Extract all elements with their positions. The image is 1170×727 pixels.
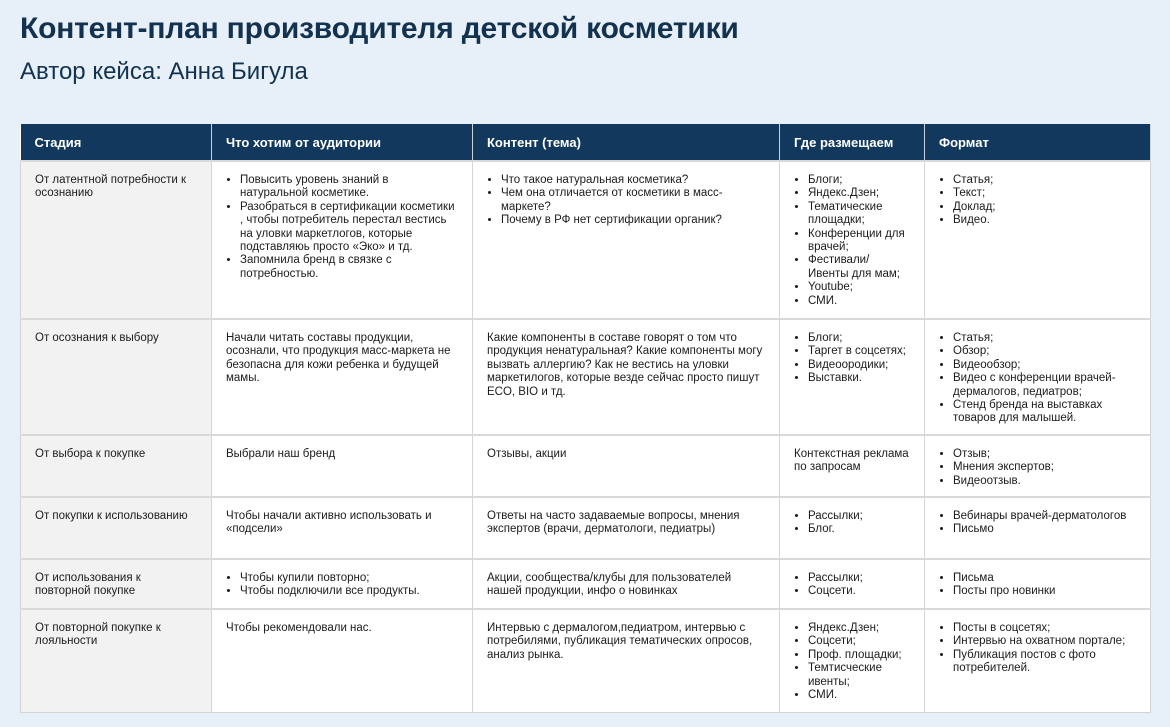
cell-format <box>925 497 1151 559</box>
bullet-list <box>939 332 1136 426</box>
list-item: • Стенд бренда на выставках товаров для малышей. <box>953 399 1136 426</box>
list-item: • Таргет в соцсетях; <box>808 345 910 358</box>
cell-placement <box>780 559 925 609</box>
cell-format <box>925 161 1151 319</box>
list-item: • Видеоородики; <box>808 359 910 372</box>
column-header-format: Формат <box>925 124 1151 161</box>
cell-placement <box>780 161 925 319</box>
cell-stage <box>21 161 212 319</box>
cell-text: От использования к повторной покупке <box>35 572 141 598</box>
cell-placement <box>780 435 925 497</box>
list-item: • Блог. <box>808 523 910 536</box>
list-item: • Обзор; <box>953 345 1136 358</box>
table-row <box>21 435 1151 497</box>
list-item: • Что такое натуральная косметика? <box>501 174 765 187</box>
page-subtitle: Автор кейса: Анна Бигула <box>20 58 308 85</box>
cell-goal <box>212 435 473 497</box>
cell-text: От осознания к выбору <box>35 332 159 344</box>
list-item: • Запомнила бренд в связке с потребностью. <box>240 254 458 281</box>
bullet-list <box>939 174 1136 228</box>
list-item: • Текст; <box>953 187 1136 200</box>
bullet-list <box>939 510 1136 537</box>
cell-goal <box>212 497 473 559</box>
cell-text: Выбрали наш бренд <box>226 447 336 460</box>
cell-content <box>473 497 780 559</box>
list-item: • Публикация постов с фото потребителей. <box>953 649 1136 676</box>
cell-text: Отзывы, акции <box>487 447 567 460</box>
list-item: • Youtube; <box>808 281 910 294</box>
cell-format <box>925 435 1151 497</box>
list-item: • Видео с конференции врачей-дермалогов, педиатров; <box>953 372 1136 399</box>
cell-content <box>473 435 780 497</box>
list-item: • Фестивали/ Ивенты для мам; <box>808 254 910 281</box>
column-header-content: Контент (тема) <box>473 124 780 161</box>
list-item: • Разобраться в сертификации косметики , чтобы потребитель перестал вестись на уловки маркетлогов, которые подставляюь просто «Эко» и тд. <box>240 201 458 255</box>
cell-goal <box>212 609 473 712</box>
list-item: • Чтобы подключили все продукты. <box>240 585 458 598</box>
cell-stage <box>21 559 212 609</box>
list-item: • Видео. <box>953 214 1136 227</box>
list-item: • Письма <box>953 572 1136 585</box>
cell-placement <box>780 609 925 712</box>
cell-format <box>925 559 1151 609</box>
list-item: • Видеообзор; <box>953 359 1136 372</box>
table-row <box>21 559 1151 609</box>
bullet-list <box>226 572 458 599</box>
list-item: • Статья; <box>953 174 1136 187</box>
cell-text: От выбора к покупке <box>35 447 146 460</box>
cell-stage <box>21 609 212 712</box>
list-item: • Интервью на охватном портале; <box>953 635 1136 648</box>
bullet-list <box>794 572 910 599</box>
list-item: • Яндекс.Дзен; <box>808 622 910 635</box>
bullet-list <box>226 174 458 281</box>
cell-content <box>473 161 780 319</box>
list-item: • Статья; <box>953 332 1136 345</box>
table-row <box>21 161 1151 319</box>
bullet-list <box>794 332 910 386</box>
list-item: • Письмо <box>953 523 1136 536</box>
list-item: • Повысить уровень знаний в натуральной косметике. <box>240 174 458 201</box>
table-body <box>21 161 1151 712</box>
cell-stage <box>21 319 212 435</box>
cell-text: Начали читать составы продукции, осознали, что продукция масс-маркета не безопасна для кожи ребенка и будущей мамы. <box>226 332 451 385</box>
list-item: • Тематические площадки; <box>808 201 910 228</box>
cell-goal <box>212 559 473 609</box>
list-item: • Чем она отличается от косметики в масс-маркете? <box>501 187 765 214</box>
list-item: • Рассылки; <box>808 510 910 523</box>
cell-content <box>473 609 780 712</box>
list-item: • Чтобы купили повторно; <box>240 572 458 585</box>
list-item: • Видеоотзыв. <box>953 475 1136 488</box>
cell-text: От покупки к использованию <box>35 510 188 523</box>
table-row <box>21 497 1151 559</box>
cell-text: Какие компоненты в составе говорят о том что продукция ненатуральная? Какие компоненты могу вызвать аллергию? Как не вестись на уловки маркетилогов, которые везде сейчас просто пишут ECO, BIO и тд. <box>487 332 763 398</box>
cell-stage <box>21 497 212 559</box>
list-item: • Доклад; <box>953 201 1136 214</box>
column-header-stage: Стадия <box>21 124 212 161</box>
column-header-goal: Что хотим от аудитории <box>212 124 473 161</box>
cell-content <box>473 319 780 435</box>
cell-text: Контекстная реклама по запросам <box>794 447 909 474</box>
list-item: • Посты про новинки <box>953 585 1136 598</box>
list-item: • Проф. площадки; <box>808 649 910 662</box>
bullet-list <box>487 174 765 228</box>
cell-content <box>473 559 780 609</box>
column-header-placement: Где размещаем <box>780 124 925 161</box>
table-row <box>21 319 1151 435</box>
page-title: Контент-план производителя детской косметики <box>20 12 739 45</box>
bullet-list <box>794 174 910 308</box>
cell-text: Чтобы начали активно использовать и «подсели» <box>226 510 432 536</box>
list-item: • Конференции для врачей; <box>808 228 910 255</box>
bullet-list <box>939 448 1136 488</box>
list-item: • Отзыв; <box>953 448 1136 461</box>
cell-text: Интервью с дермалогом,педиатром, интервью с потребилями, публикация тематических опросов, анализ рынка. <box>487 622 753 661</box>
cell-placement <box>780 497 925 559</box>
cell-text: От латентной потребности к осознанию <box>35 174 187 200</box>
cell-text: Чтобы рекомендовали нас. <box>226 622 372 635</box>
list-item: • СМИ. <box>808 689 910 702</box>
list-item: • Блоги; <box>808 174 910 187</box>
list-item: • СМИ. <box>808 295 910 308</box>
cell-text: Акции, сообщества/клубы для пользователей нашей продукции, инфо о новинках <box>487 572 732 598</box>
cell-goal <box>212 319 473 435</box>
list-item: • Темтисческие ивенты; <box>808 662 910 689</box>
bullet-list <box>939 622 1136 676</box>
cell-format <box>925 609 1151 712</box>
cell-stage <box>21 435 212 497</box>
bullet-list <box>794 510 910 537</box>
bullet-list <box>939 572 1136 599</box>
list-item: • Рассылки; <box>808 572 910 585</box>
cell-goal <box>212 161 473 319</box>
table-row <box>21 609 1151 712</box>
bullet-list <box>794 622 910 702</box>
table-header-row <box>21 124 1151 161</box>
list-item: • Соцсети; <box>808 635 910 648</box>
list-item: • Вебинары врачей-дерматологов <box>953 510 1136 523</box>
cell-text: От повторной покупке к лояльности <box>35 622 161 648</box>
list-item: • Блоги; <box>808 332 910 345</box>
list-item: • Мнения экспертов; <box>953 461 1136 474</box>
content-plan-table <box>20 124 1151 713</box>
cell-format <box>925 319 1151 435</box>
list-item: • Почему в РФ нет сертификации органик? <box>501 214 765 227</box>
cell-placement <box>780 319 925 435</box>
list-item: • Выставки. <box>808 372 910 385</box>
list-item: • Посты в соцсетях; <box>953 622 1136 635</box>
cell-text: Ответы на часто задаваемые вопросы, мнения экспертов (врачи, дерматологи, педиатры) <box>487 510 740 536</box>
list-item: • Соцсети. <box>808 585 910 598</box>
list-item: • Яндекс.Дзен; <box>808 187 910 200</box>
